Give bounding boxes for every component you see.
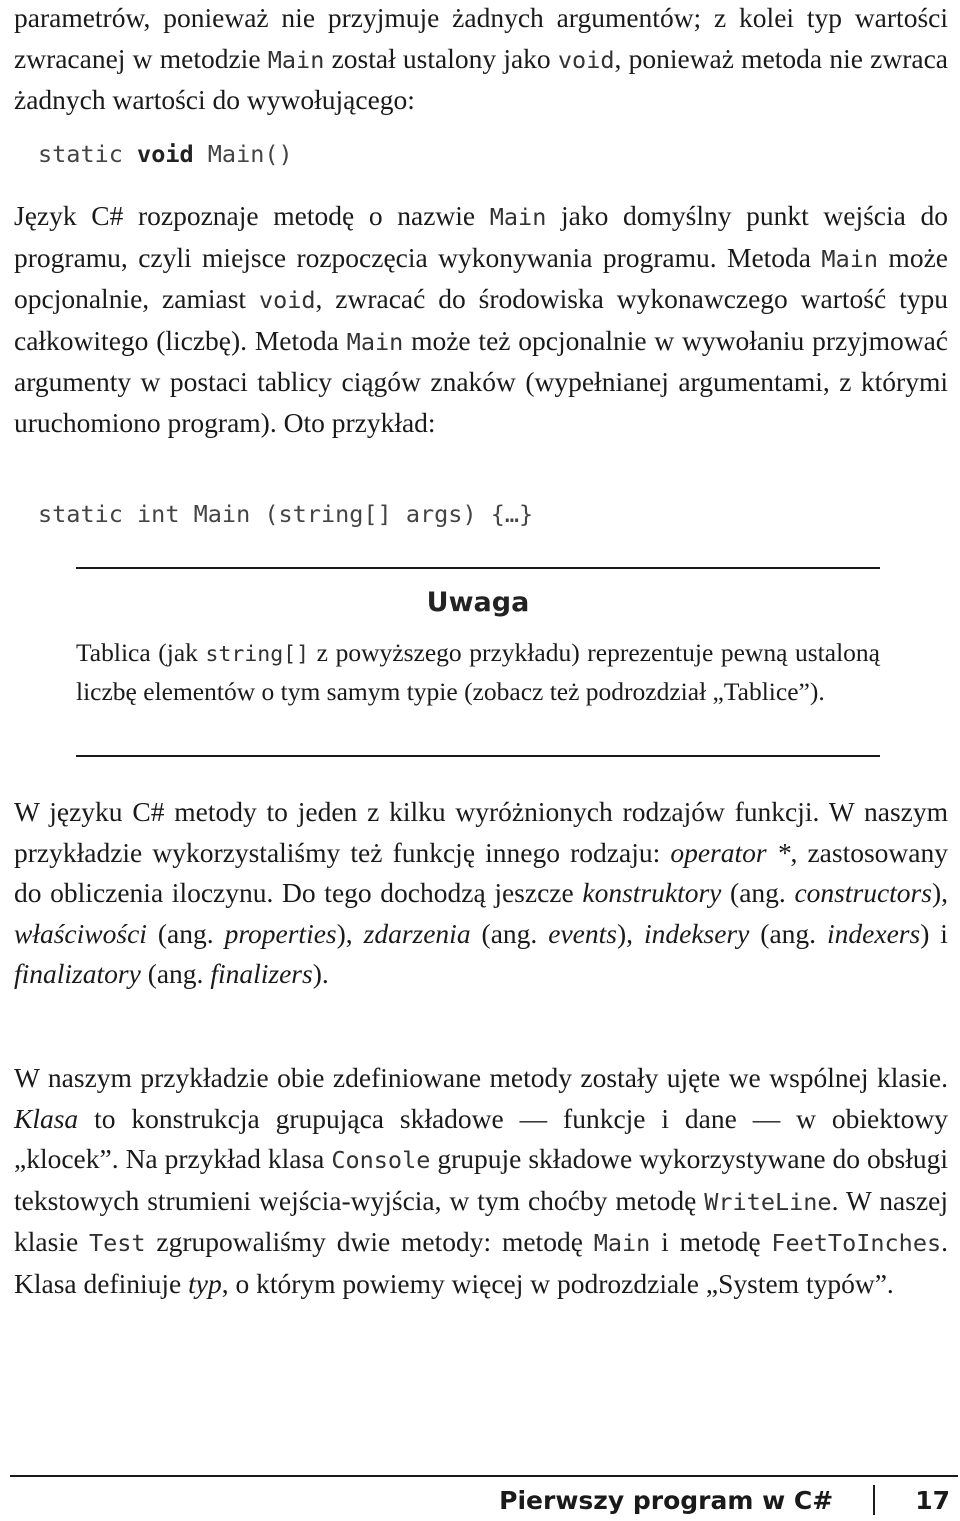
inline-code: WriteLine (704, 1187, 832, 1216)
footer-page-number: 17 (915, 1485, 950, 1515)
emphasis: indexers (827, 917, 921, 949)
text: został ustalony jako (324, 42, 558, 74)
footer-separator (873, 1485, 875, 1515)
inline-code: Main (593, 1229, 651, 1258)
text: (ang. (470, 917, 549, 949)
text: ), (931, 877, 948, 909)
text: (ang. (749, 917, 828, 949)
text: zgrupowaliśmy dwie metody: metodę (145, 1226, 594, 1258)
code-block-int-main: static int Main (string[] args) {…} (38, 500, 534, 528)
emphasis: Klasa (14, 1102, 79, 1134)
emphasis: properties (224, 917, 337, 949)
paragraph-classes (14, 1058, 948, 1305)
emphasis: constructors (794, 877, 932, 909)
emphasis: finalizers (210, 958, 313, 990)
emphasis: konstruktory (582, 877, 722, 909)
text: i metodę (650, 1226, 772, 1258)
note-title: Uwaga (426, 587, 530, 618)
text: , o którym powiemy więcej w podrozdziale „System typów”. (221, 1267, 894, 1299)
paragraph-entry-point (14, 196, 948, 444)
text: może opcjonalnie, zamiast (14, 241, 948, 315)
emphasis: właściwości (14, 917, 147, 949)
inline-code: Main (346, 327, 404, 356)
text: ), (336, 917, 364, 949)
text: ), (616, 917, 644, 949)
inline-code: string[] (205, 642, 310, 667)
text: Tablica (jak (76, 638, 206, 667)
inline-code: Console (331, 1146, 431, 1175)
emphasis: zdarzenia (363, 917, 471, 949)
emphasis: events (548, 917, 617, 949)
text: , zwracać do środowiska wykonawczego wartość typu całkowitego (liczbę). Metoda (14, 283, 948, 356)
inline-code: Test (88, 1229, 146, 1258)
note-box (76, 567, 880, 757)
footer-chapter-title: Pierwszy program w C# (499, 1485, 834, 1515)
inline-code: Main (821, 244, 879, 273)
emphasis: typ (188, 1267, 222, 1299)
text: (ang. (721, 877, 795, 909)
code-text: Main() (193, 140, 293, 168)
paragraph-main-intro (14, 0, 948, 121)
inline-code: void (557, 45, 615, 74)
page-footer (499, 1480, 950, 1520)
text: W języku C# metody to jeden z kilku wyróżnionych rodzajów funkcji. W naszym przykładzie wykorzystaliśmy też funkcję innego rodzaju: (14, 796, 948, 868)
text: W naszym przykładzie obie zdefiniowane metody zostały ujęte we wspólnej klasie. (14, 1062, 948, 1093)
text: z powyższego przykładu) reprezentuje pewną ustaloną liczbę elementów o tym samym typie (zobacz też podrozdział „Tablice”). (76, 638, 880, 706)
code-block-void-main (14, 140, 293, 168)
text: parametrów, ponieważ nie przyjmuje żadnych argumentów; z kolei typ wartości zwracanej w metodzie (14, 2, 948, 74)
emphasis: indeksery (643, 917, 750, 949)
text: Język C# rozpoznaje metodę o nazwie (14, 200, 490, 231)
text: może też opcjonalnie w wywołaniu przyjmować argumenty w postaci tablicy ciągów znaków (wypełnianej argumentami, z którymi uruchomiono program). Oto przykład: (14, 324, 948, 438)
inline-code: FeetToInches (771, 1229, 942, 1258)
text: jako domyślny punkt wejścia do programu, czyli miejsce rozpoczęcia wykonywania programu. Metoda (14, 200, 948, 273)
text: , ponieważ metoda nie zwraca żadnych wartości do wywołującego: (14, 42, 948, 116)
text: . Klasa definiuje (14, 1226, 948, 1299)
paragraph-function-kinds (14, 792, 948, 995)
inline-code: Main (267, 45, 325, 74)
note-text (76, 635, 880, 710)
code-keyword: void (137, 140, 194, 168)
emphasis: finalizatory (14, 958, 141, 990)
inline-code: Main (489, 203, 547, 231)
code-text: static (38, 140, 138, 168)
text: , zastosowany do obliczenia iloczynu. Do tego dochodzą jeszcze (14, 836, 948, 909)
text: . W naszej klasie (14, 1184, 949, 1258)
text: ). (312, 958, 329, 990)
text: (ang. (140, 958, 211, 990)
text: grupuje składowe wykorzystywane do obsługi tekstowych strumieni wejścia-wyjścia, w tym choćby metodę (14, 1143, 949, 1216)
inline-code: void (258, 286, 316, 315)
text: to konstrukcja grupująca składowe — funkcje i dane — w obiektowy „klocek”. Na przykład klasa (14, 1102, 948, 1175)
emphasis: operator * (670, 836, 791, 868)
footer-rule (10, 1475, 958, 1477)
text: (ang. (146, 917, 225, 949)
text: ) i (920, 917, 948, 949)
